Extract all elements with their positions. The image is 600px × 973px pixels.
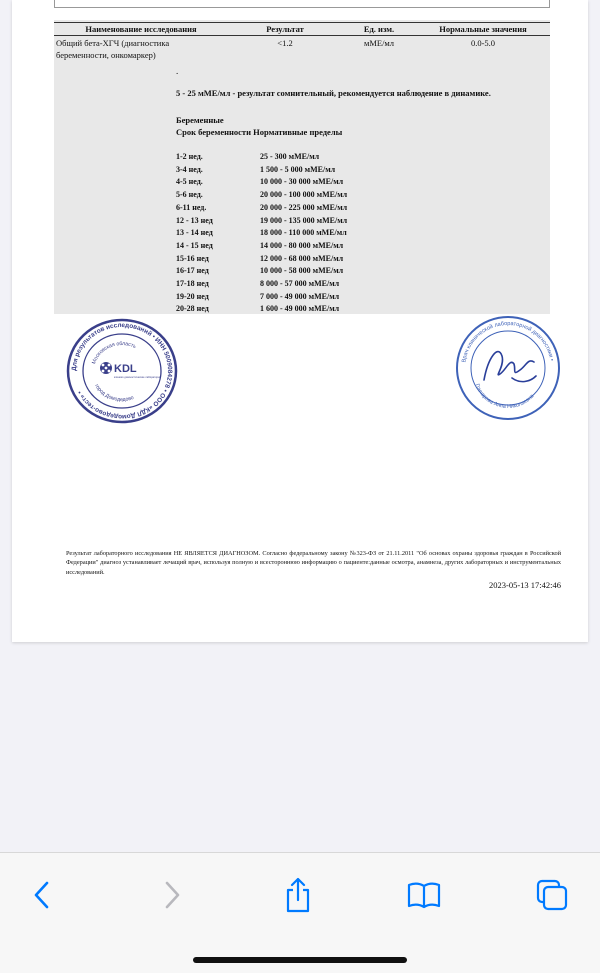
table-row (174, 164, 349, 177)
back-button[interactable] (20, 875, 64, 915)
share-button[interactable] (276, 875, 320, 915)
report-timestamp: 2023-05-13 17:42:46 (488, 580, 561, 590)
pregnancy-limit: 10 000 - 30 000 мМЕ/мл (260, 177, 344, 187)
pregnancy-term: 16-17 нед (176, 266, 209, 276)
pregnancy-limit: 19 000 - 135 000 мМЕ/мл (260, 215, 348, 225)
share-icon (283, 877, 313, 913)
stamp-inner-bottom-text: город Домодедово (93, 383, 135, 404)
header-test-name: Наименование исследования (54, 23, 228, 36)
test-name-line2: беременности, онкомаркер) (56, 50, 156, 60)
forward-icon (161, 880, 183, 910)
kdl-logo-subtitle: клинико диагностические лаборатории (114, 376, 161, 379)
pregnancy-term: 5-6 нед. (176, 190, 203, 200)
pregnancy-limit: 1 500 - 5 000 мМЕ/мл (260, 164, 336, 174)
doctor-stamp-ring-text: Врач клинической лабораторной диагностики • (461, 320, 555, 363)
dot-mark: . (176, 66, 179, 76)
kdl-logo-text: KDL (114, 363, 137, 375)
header-unit: Ед. изм. (342, 23, 416, 36)
previous-section-box (54, 0, 550, 8)
signature-icon (484, 352, 536, 382)
table-row (174, 215, 349, 228)
pregnancy-limit: 20 000 - 225 000 мМЕ/мл (260, 202, 348, 212)
header-result: Результат (228, 23, 342, 36)
table-row (54, 36, 550, 63)
lab-stamp (66, 318, 178, 424)
pregnancy-term: 13 - 14 нед (176, 228, 213, 238)
doctor-stamp-name: Гончарова Анна Николаевна (473, 383, 536, 411)
pregnancy-limit: 14 000 - 80 000 мМЕ/мл (260, 240, 344, 250)
tabs-icon (535, 878, 569, 912)
pregnancy-term: 12 - 13 нед (176, 215, 213, 225)
stamp-ring-text: Для результатов исследований • ИНН 5009084278 • ООО «КДЛ Домодедово-тест» • (70, 321, 174, 421)
table-row (174, 291, 349, 304)
pregnancy-term: 20-28 нед (176, 304, 209, 314)
results-table (54, 22, 550, 62)
disclaimer-text: Результат лабораторного исследования НЕ ЯВЛЯЕТСЯ ДИАГНОЗОМ. Согласно федеральному закону №323-ФЗ от 21.11.2011 "Об основах охраны здоровья граждан в Российской Федерации" диагноз устанавливает лечащий врач, используя полную и всестороннюю информацию о пациенте:данные осмотра, анамнеза, других лабораторных и инструментальных исследований. (66, 550, 561, 576)
pregnancy-term: 14 - 15 нед (176, 240, 213, 250)
pregnancy-limit: 1 600 - 49 000 мМЕ/мл (260, 304, 340, 314)
doubtful-result-note: 5 - 25 мМЕ/мл - результат сомнительный, рекомендуется наблюдение в динамике. (176, 88, 491, 98)
bookmarks-button[interactable] (402, 875, 446, 915)
kdl-logo-icon (100, 362, 112, 374)
test-name-line1: Общий бета-ХГЧ (диагностика (56, 38, 170, 48)
pregnancy-limit: 25 - 300 мМЕ/мл (260, 152, 320, 161)
pregnancy-term: 19-20 нед (176, 291, 209, 301)
pregnancy-term: 15-16 нед (176, 253, 209, 263)
table-row (174, 265, 349, 278)
table-row (174, 240, 349, 253)
pregnancy-limit: 18 000 - 110 000 мМЕ/мл (260, 228, 347, 238)
header-normal-values: Нормальные значения (416, 23, 550, 36)
test-result: <1.2 (277, 38, 293, 48)
pregnancy-term: 17-18 нед (176, 279, 209, 289)
pregnancy-limit: 7 000 - 49 000 мМЕ/мл (260, 291, 340, 301)
pregnancy-limit: 10 000 - 58 000 мМЕ/мл (260, 266, 344, 276)
back-icon (31, 880, 53, 910)
forward-button[interactable] (150, 875, 194, 915)
doctor-stamp (454, 314, 562, 422)
test-unit: мМЕ/мл (363, 38, 395, 48)
pregnancy-col-term: Срок беременности (176, 127, 252, 137)
pregnancy-term: 1-2 нед. (176, 152, 203, 161)
pregnancy-term: 6-11 нед. (176, 202, 207, 212)
pregnancy-col-limits: Нормативные пределы (253, 127, 343, 137)
pregnancy-term: 4-5 нед. (176, 177, 203, 187)
table-row (174, 176, 349, 189)
home-indicator[interactable] (193, 957, 407, 963)
table-row (174, 253, 349, 266)
table-row (174, 303, 349, 316)
pregnancy-norms-table (174, 151, 349, 316)
pregnancy-title: Беременные (176, 115, 224, 125)
stamp-inner-top-text: Московская область (91, 340, 137, 366)
test-name (54, 36, 228, 63)
pregnancy-term: 3-4 нед. (176, 164, 203, 174)
pregnancy-limit: 12 000 - 68 000 мМЕ/мл (260, 253, 344, 263)
table-row (174, 151, 349, 164)
results-header-row (54, 23, 550, 36)
browser-toolbar (0, 852, 600, 973)
pregnancy-limit: 8 000 - 57 000 мМЕ/мл (260, 279, 340, 289)
pregnancy-columns (176, 126, 342, 138)
pregnancy-heading (176, 114, 342, 138)
table-row (174, 227, 349, 240)
table-row (174, 202, 349, 215)
bookmarks-icon (406, 880, 442, 910)
pregnancy-limit: 20 000 - 100 000 мМЕ/мл (260, 190, 348, 200)
table-row (174, 278, 349, 291)
tabs-button[interactable] (530, 875, 574, 915)
test-normal-range: 0.0-5.0 (470, 38, 496, 48)
table-row (174, 189, 349, 202)
